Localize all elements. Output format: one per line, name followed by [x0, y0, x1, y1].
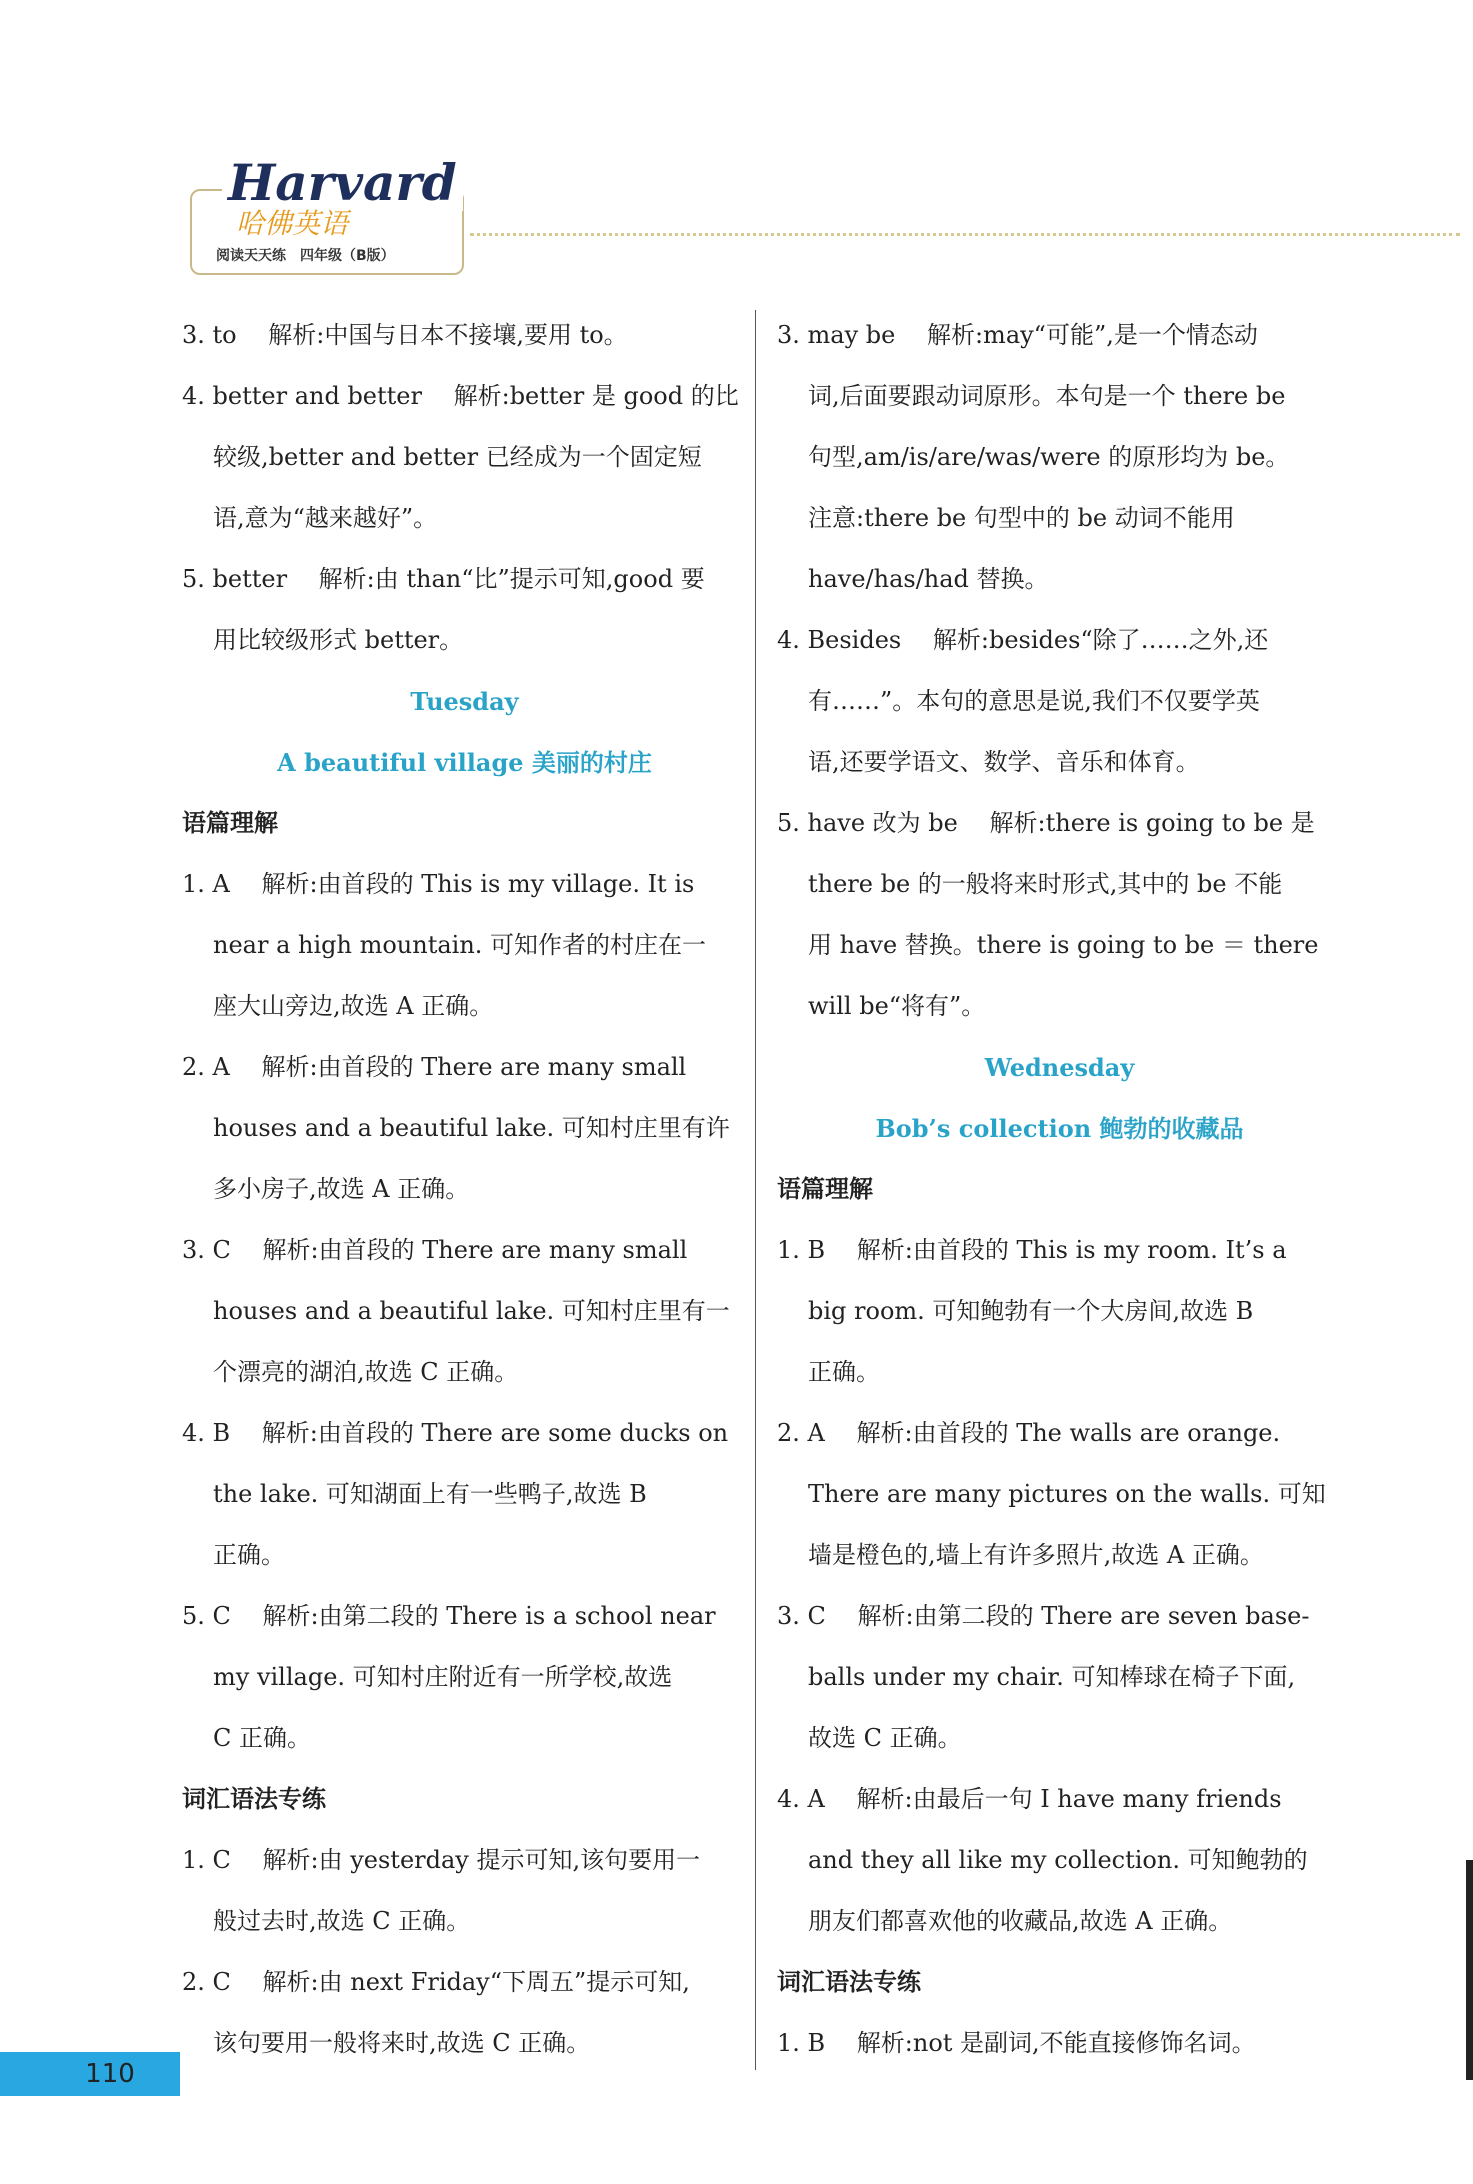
answer-line: 4. better and better 解析:better 是 good 的比 [182, 382, 739, 410]
section-title: Bob’s collection 鲍勃的收藏品 [875, 1114, 1244, 1143]
answer-line-continued: will be“将有”。 [808, 992, 986, 1020]
answer-line: 5. better 解析:由 than“比”提示可知,good 要 [182, 565, 705, 593]
section-title: Wednesday [984, 1053, 1135, 1082]
answer-line-continued: the lake. 可知湖面上有一些鸭子,故选 B [213, 1480, 647, 1508]
answer-line-continued: 较级,better and better 已经成为一个固定短 [213, 443, 702, 471]
answer-line-continued: C 正确。 [213, 1724, 311, 1752]
answer-line-continued: there be 的一般将来时形式,其中的 be 不能 [808, 870, 1283, 898]
answer-line: 5. C 解析:由第二段的 There is a school near [182, 1602, 716, 1630]
answer-line-continued: have/has/had 替换。 [808, 565, 1049, 593]
answer-line-continued: big room. 可知鲍勃有一个大房间,故选 B [808, 1297, 1254, 1325]
answer-line-continued: near a high mountain. 可知作者的村庄在一 [213, 931, 707, 959]
answer-line: 2. A 解析:由首段的 There are many small [182, 1053, 687, 1081]
answer-line-continued: 语,还要学语文、数学、音乐和体育。 [808, 748, 1200, 776]
answer-line: 3. may be 解析:may“可能”,是一个情态动 [777, 321, 1258, 349]
answer-line: 3. C 解析:由首段的 There are many small [182, 1236, 688, 1264]
answer-line-continued: houses and a beautiful lake. 可知村庄里有许 [213, 1114, 730, 1142]
answer-line: 4. B 解析:由首段的 There are some ducks on [182, 1419, 729, 1447]
logo-chinese-title: 哈佛英语 [236, 207, 349, 240]
section-heading: 词汇语法专练 [182, 1785, 326, 1813]
left-column [182, 305, 747, 2074]
answer-line: 2. C 解析:由 next Friday“下周五”提示可知, [182, 1968, 690, 1996]
answer-line-continued: 句型,am/is/are/was/were 的原形均为 be。 [808, 443, 1290, 471]
answer-line-continued: 朋友们都喜欢他的收藏品,故选 A 正确。 [808, 1907, 1233, 1935]
answer-line: 3. C 解析:由第二段的 There are seven base- [777, 1602, 1310, 1630]
edge-tab-mark [1466, 1860, 1473, 2080]
answer-line-continued: 语,意为“越来越好”。 [213, 504, 438, 532]
answer-line: 5. have 改为 be 解析:there is going to be 是 [777, 809, 1315, 837]
answer-line-continued: 般过去时,故选 C 正确。 [213, 1907, 471, 1935]
answer-line: 1. A 解析:由首段的 This is my village. It is [182, 870, 695, 898]
answer-line-continued: 用 have 替换。there is going to be ＝ there [808, 931, 1319, 959]
right-column [777, 305, 1342, 2074]
page-number: 110 [0, 2052, 180, 2096]
answer-line-continued: houses and a beautiful lake. 可知村庄里有一 [213, 1297, 730, 1325]
section-heading: 语篇理解 [777, 1175, 873, 1203]
answer-line-continued: 个漂亮的湖泊,故选 C 正确。 [213, 1358, 519, 1386]
section-title: A beautiful village 美丽的村庄 [277, 748, 652, 777]
header-dotted-rule [470, 233, 1460, 236]
answer-line-continued: 注意:there be 句型中的 be 动词不能用 [808, 504, 1235, 532]
answer-line: 3. to 解析:中国与日本不接壤,要用 to。 [182, 321, 628, 349]
answer-line: 1. B 解析:not 是副词,不能直接修饰名词。 [777, 2029, 1256, 2057]
section-heading: 词汇语法专练 [777, 1968, 921, 1996]
answer-line-continued: 有……”。本句的意思是说,我们不仅要学英 [808, 687, 1260, 715]
answer-line: 1. B 解析:由首段的 This is my room. It’s a [777, 1236, 1287, 1264]
logo-title: Harvard [222, 155, 463, 211]
column-divider [755, 310, 756, 2070]
answer-line-continued: 用比较级形式 better。 [213, 626, 464, 654]
answer-line: 4. Besides 解析:besides“除了……之外,还 [777, 626, 1269, 654]
section-heading: 语篇理解 [182, 809, 278, 837]
answer-line-continued: 词,后面要跟动词原形。本句是一个 there be [808, 382, 1286, 410]
answer-line: 1. C 解析:由 yesterday 提示可知,该句要用一 [182, 1846, 701, 1874]
answer-line-continued: and they all like my collection. 可知鲍勃的 [808, 1846, 1308, 1874]
answer-line-continued: balls under my chair. 可知棒球在椅子下面, [808, 1663, 1296, 1691]
section-title: Tuesday [410, 687, 519, 716]
answer-line-continued: There are many pictures on the walls. 可知 [808, 1480, 1326, 1508]
answer-line: 2. A 解析:由首段的 The walls are orange. [777, 1419, 1281, 1447]
book-header [182, 155, 482, 275]
answer-line-continued: 故选 C 正确。 [808, 1724, 962, 1752]
logo-subtitle: 阅读天天练 四年级（B版） [216, 248, 395, 264]
answer-line-continued: 正确。 [213, 1541, 285, 1569]
answer-line-continued: 墙是橙色的,墙上有许多照片,故选 A 正确。 [808, 1541, 1264, 1569]
answer-line-continued: 该句要用一般将来时,故选 C 正确。 [213, 2029, 591, 2057]
answer-line-continued: 正确。 [808, 1358, 880, 1386]
answer-line-continued: 多小房子,故选 A 正确。 [213, 1175, 470, 1203]
answer-line-continued: 座大山旁边,故选 A 正确。 [213, 992, 494, 1020]
answer-line-continued: my village. 可知村庄附近有一所学校,故选 [213, 1663, 673, 1691]
answer-line: 4. A 解析:由最后一句 I have many friends [777, 1785, 1282, 1813]
